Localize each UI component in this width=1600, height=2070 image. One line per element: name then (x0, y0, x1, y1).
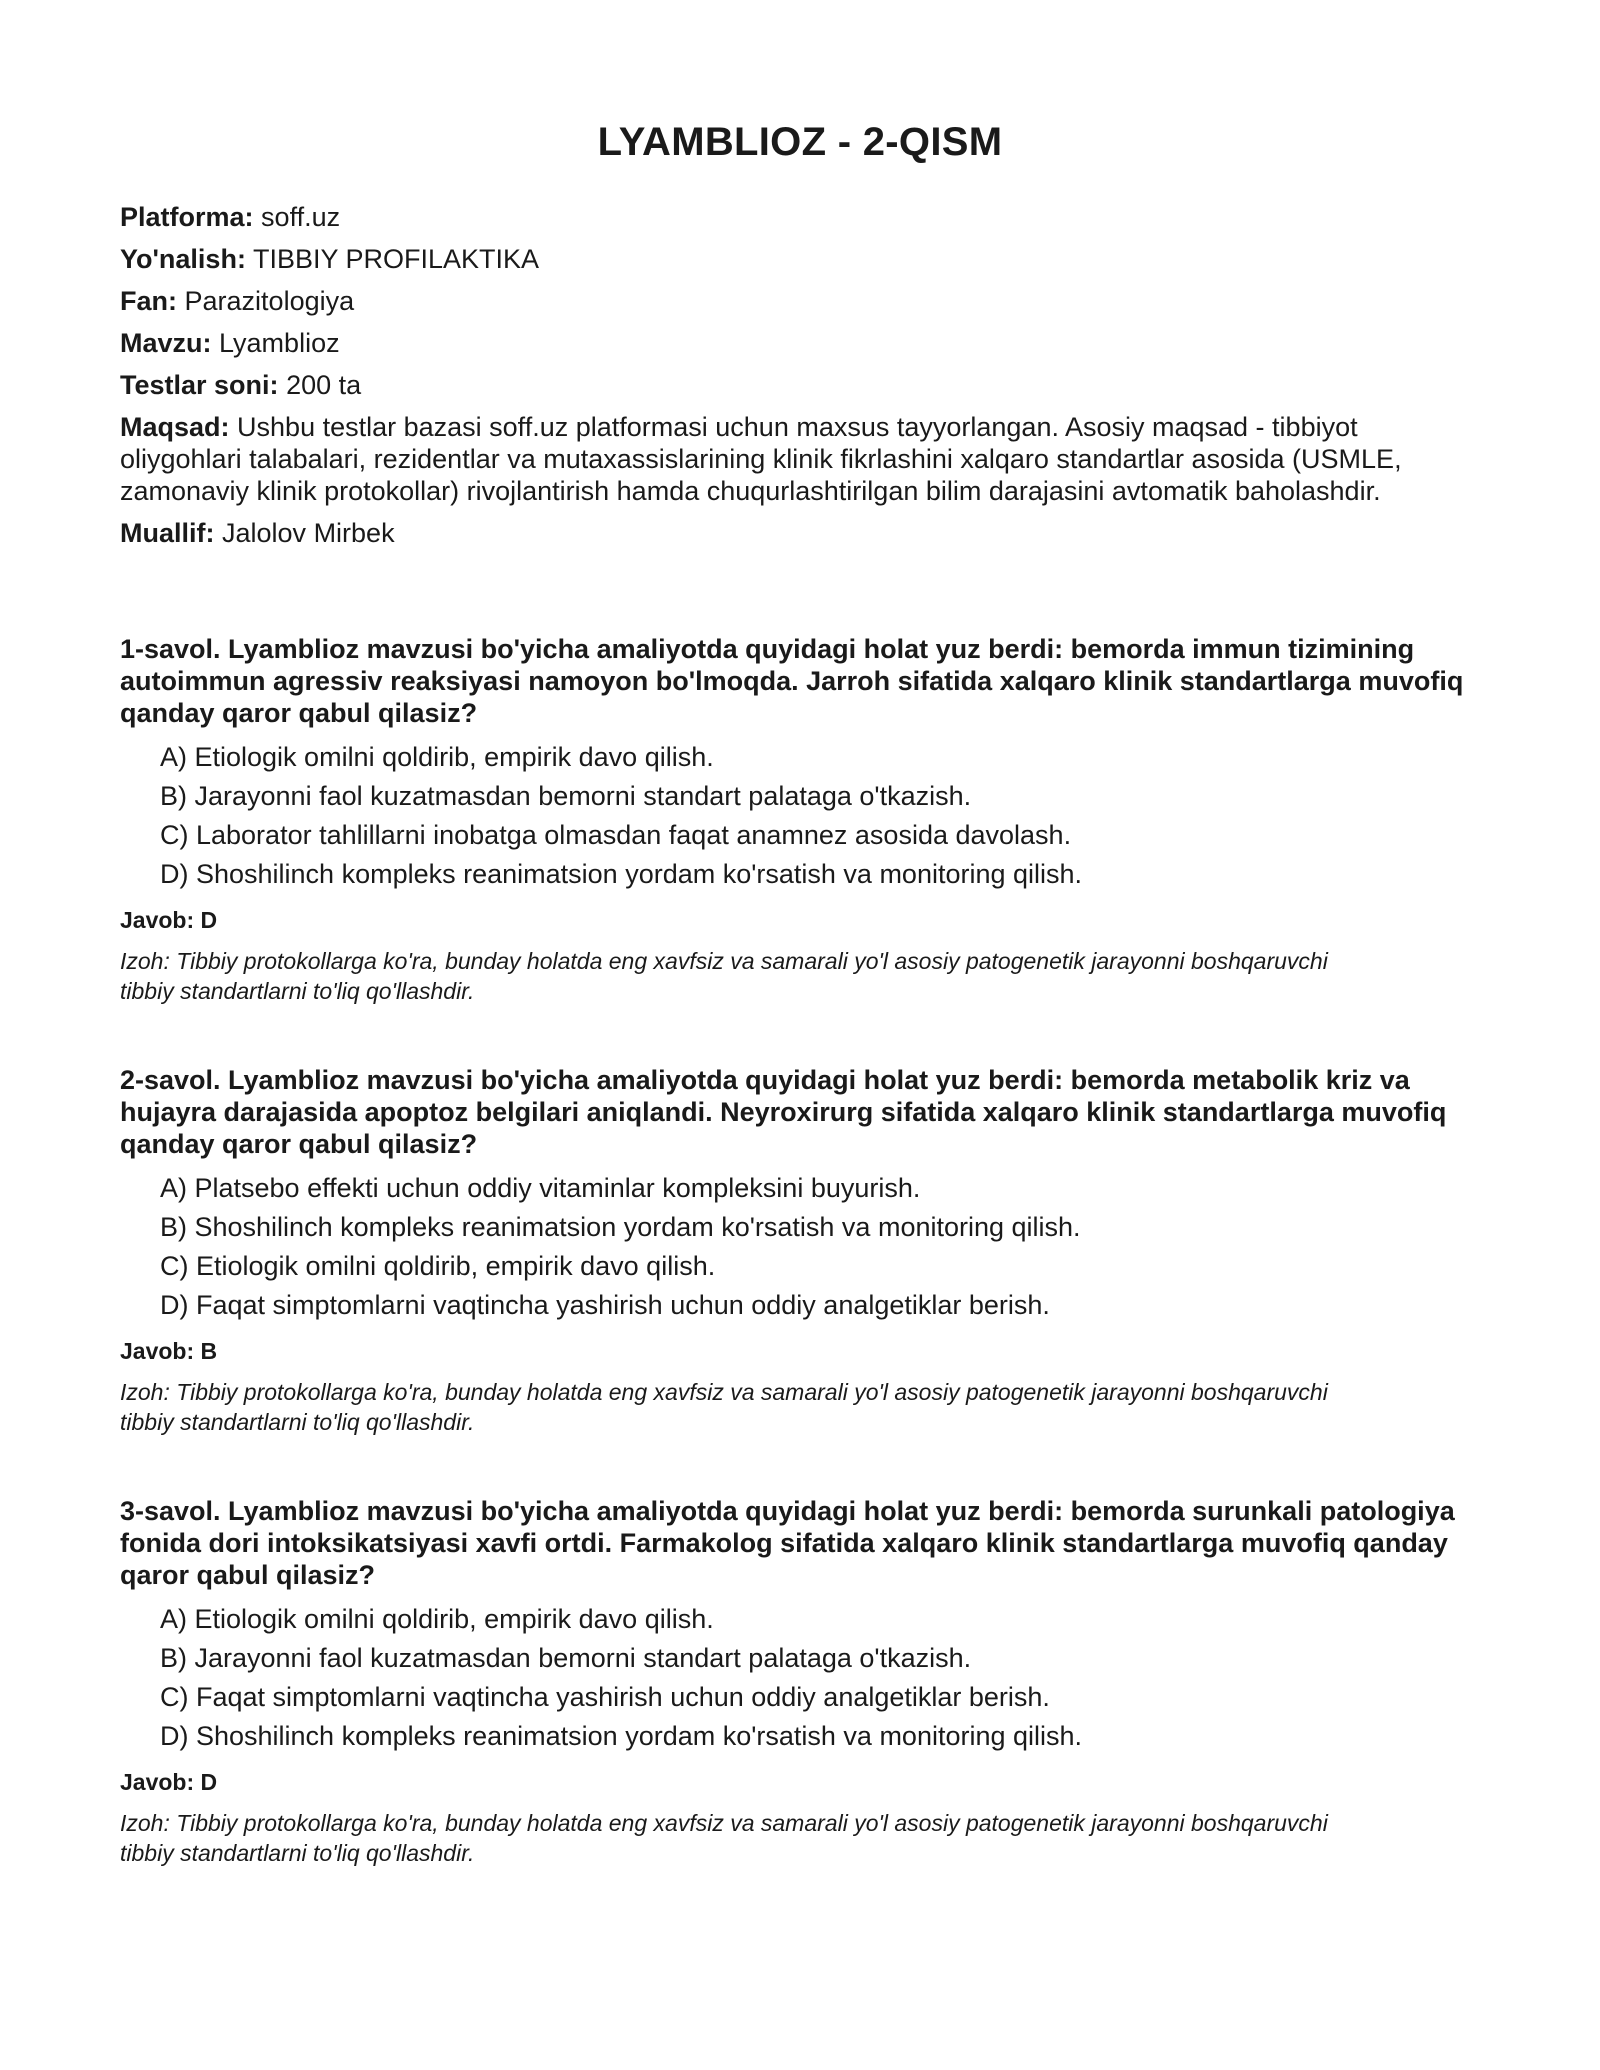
answer-option: A) Etiologik omilni qoldirib, empirik davo qilish. (160, 742, 714, 772)
answer-option: D) Faqat simptomlarni vaqtincha yashirish uchun oddiy analgetiklar berish. (160, 1290, 1050, 1320)
question-item (120, 1495, 1480, 1868)
meta-label: Maqsad: (120, 412, 230, 442)
answer-option: A) Etiologik omilni qoldirib, empirik davo qilish. (160, 1604, 714, 1634)
answer-option: C) Laborator tahlillarni inobatga olmasdan faqat anamnez asosida davolash. (160, 820, 1072, 850)
meta-value: TIBBIY PROFILAKTIKA (252, 244, 540, 274)
question-item (120, 633, 1480, 1006)
meta-test-count (120, 369, 1480, 401)
meta-value: Jalolov Mirbek (222, 518, 395, 548)
meta-subject (120, 285, 1480, 317)
metadata-block (120, 201, 1480, 549)
document-title: LYAMBLIOZ - 2-QISM (597, 120, 1003, 164)
answer-option: D) Shoshilinch kompleks reanimatsion yordam ko'rsatish va monitoring qilish. (160, 1721, 1083, 1751)
question-list (120, 633, 1480, 1868)
answer-explanation: Izoh: Tibbiy protokollarga ko'ra, bunday holatda eng xavfsiz va samarali yo'l asosiy patogenetik jarayonni boshqaruvchi tibbiy standartlarni to'liq qo'llashdir. (120, 1379, 1328, 1435)
answer-option: A) Platsebo effekti uchun oddiy vitaminlar kompleksini buyurish. (160, 1173, 921, 1203)
answer-option: C) Faqat simptomlarni vaqtincha yashirish uchun oddiy analgetiklar berish. (160, 1682, 1050, 1712)
meta-value: Lyamblioz (219, 328, 340, 358)
correct-answer: Javob: B (120, 1338, 218, 1364)
meta-value: 200 ta (286, 370, 362, 400)
answer-explanation: Izoh: Tibbiy protokollarga ko'ra, bunday holatda eng xavfsiz va samarali yo'l asosiy patogenetik jarayonni boshqaruvchi tibbiy standartlarni to'liq qo'llashdir. (120, 948, 1328, 1004)
correct-answer: Javob: D (120, 907, 218, 933)
meta-value: soff.uz (261, 202, 341, 232)
question-text: 3-savol. Lyamblioz mavzusi bo'yicha amaliyotda quyidagi holat yuz berdi: bemorda surunkali patologiya fonida dori intoksikatsiyasi xavfi ortdi. Farmakolog sifatida xalqaro klinik standartlarga muvofiq qanday qaror qabul qilasiz? (120, 1496, 1455, 1590)
question-text: 2-savol. Lyamblioz mavzusi bo'yicha amaliyotda quyidagi holat yuz berdi: bemorda metabolik kriz va hujayra darajasida apoptoz belgilari aniqlandi. Neyroxirurg sifatida xalqaro klinik standartlarga muvofiq qanday qaror qabul qilasiz? (120, 1065, 1447, 1159)
meta-author (120, 517, 1480, 549)
question-text: 1-savol. Lyamblioz mavzusi bo'yicha amaliyotda quyidagi holat yuz berdi: bemorda immun tizimining autoimmun agressiv reaksiyasi namoyon bo'lmoqda. Jarroh sifatida xalqaro klinik standartlarga muvofiq qanday qaror qabul qilasiz? (120, 634, 1464, 728)
meta-label: Fan: (120, 286, 177, 316)
answer-option: D) Shoshilinch kompleks reanimatsion yordam ko'rsatish va monitoring qilish. (160, 859, 1083, 889)
answer-explanation: Izoh: Tibbiy protokollarga ko'ra, bunday holatda eng xavfsiz va samarali yo'l asosiy patogenetik jarayonni boshqaruvchi tibbiy standartlarni to'liq qo'llashdir. (120, 1810, 1328, 1866)
correct-answer: Javob: D (120, 1769, 218, 1795)
meta-value: Parazitologiya (184, 286, 355, 316)
meta-label: Muallif: (120, 518, 215, 548)
answer-option: B) Jarayonni faol kuzatmasdan bemorni standart palataga o'tkazish. (160, 781, 972, 811)
answer-option: B) Jarayonni faol kuzatmasdan bemorni standart palataga o'tkazish. (160, 1643, 972, 1673)
meta-label: Mavzu: (120, 328, 212, 358)
answer-option: C) Etiologik omilni qoldirib, empirik davo qilish. (160, 1251, 716, 1281)
meta-label: Platforma: (120, 202, 254, 232)
meta-label: Yo'nalish: (120, 244, 246, 274)
meta-value: Ushbu testlar bazasi soff.uz platformasi uchun maxsus tayyorlangan. Asosiy maqsad - tibbiyot oliygohlari talabalari, rezidentlar va mutaxassislarining klinik fikrlashini xalqaro standartlar asosida (USMLE, zamonaviy klinik protokollar) rivojlantirish hamda chuqurlashtirilgan bilim darajasini avtomatik baholashdir. (120, 412, 1402, 506)
question-item (120, 1064, 1480, 1437)
meta-label: Testlar soni: (120, 370, 279, 400)
meta-purpose (120, 411, 1480, 507)
meta-direction (120, 243, 1480, 275)
answer-option: B) Shoshilinch kompleks reanimatsion yordam ko'rsatish va monitoring qilish. (160, 1212, 1081, 1242)
meta-platform (120, 201, 1480, 233)
meta-topic (120, 327, 1480, 359)
